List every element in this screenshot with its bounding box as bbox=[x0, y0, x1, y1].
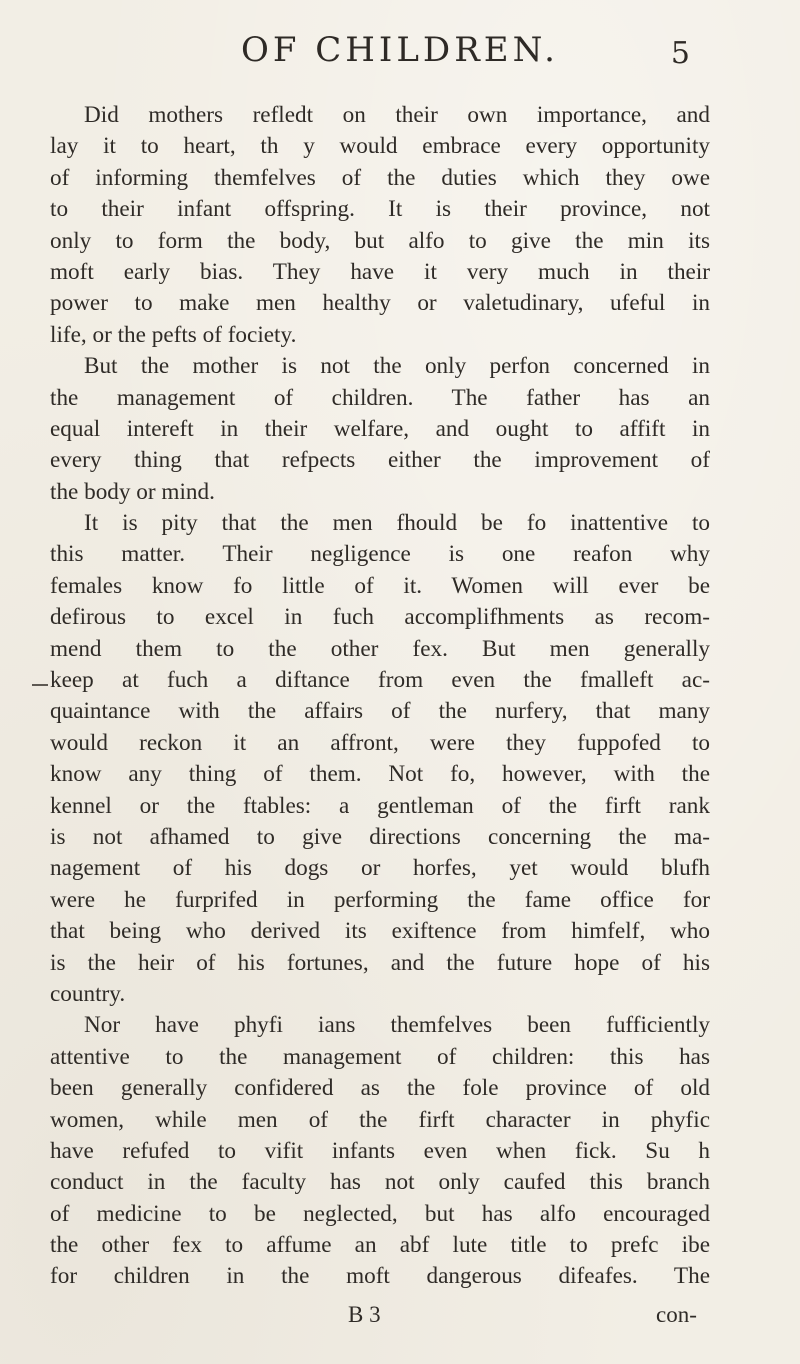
text-line: country. bbox=[50, 980, 126, 1007]
text-line: lay it to heart, th y would embrace every opportunity bbox=[50, 133, 710, 160]
text-line: defirous to excel in fuch accomplifhments as recom- bbox=[50, 604, 710, 631]
page-footer bbox=[0, 1302, 800, 1342]
running-head: OF CHILDREN. bbox=[240, 30, 559, 70]
text-line: conduct in the faculty has not only caufed this branch bbox=[50, 1169, 710, 1196]
text-line: have refufed to vifit infants even when fick. Su h bbox=[50, 1137, 710, 1164]
text-line: of informing themfelves of the duties which they owe bbox=[50, 164, 710, 191]
margin-mark bbox=[32, 684, 48, 686]
text-line: females know fo little of it. Women will ever be bbox=[50, 572, 710, 599]
text-line: mend them to the other fex. But men generally bbox=[50, 635, 710, 662]
catchword: con- bbox=[656, 1302, 697, 1327]
text-line: every thing that refpects either the improvement of bbox=[50, 447, 710, 474]
text-line: But the mother is not the only perfon concerned in bbox=[84, 353, 710, 380]
text-line: moft early bias. They have it very much in their bbox=[50, 258, 710, 285]
text-line: the body or mind. bbox=[50, 478, 215, 505]
text-line: to their infant offspring. It is their province, not bbox=[50, 196, 710, 223]
text-line: that being who derived its exiftence from himfelf, who bbox=[50, 918, 710, 945]
text-line: were he furprifed in performing the fame office for bbox=[50, 886, 710, 913]
text-line: is the heir of his fortunes, and the future hope of his bbox=[50, 949, 710, 976]
text-line: of medicine to be neglected, but has alfo encouraged bbox=[50, 1200, 710, 1227]
text-line: women, while men of the firft character in phyfic bbox=[50, 1106, 710, 1133]
text-line: only to form the body, but alfo to give the min its bbox=[50, 227, 710, 254]
text-line: Nor have phyfi ians themfelves been fufficiently bbox=[84, 1012, 710, 1039]
text-line: nagement of his dogs or horfes, yet would blufh bbox=[50, 855, 710, 882]
page-header bbox=[0, 30, 800, 80]
text-line: life, or the pefts of fociety. bbox=[50, 321, 297, 348]
text-line: this matter. Their negligence is one reafon why bbox=[50, 541, 710, 568]
text-line: Did mothers refledt on their own importance, and bbox=[84, 102, 710, 128]
text-line: keep at fuch a diftance from even the fmalleft ac- bbox=[50, 667, 710, 694]
text-line: equal intereft in their welfare, and ought to affift in bbox=[50, 415, 710, 442]
text-line: for children in the moft dangerous difeafes. The bbox=[50, 1263, 710, 1290]
text-line: It is pity that the men fhould be fo inattentive to bbox=[84, 510, 710, 537]
text-line: power to make men healthy or valetudinary, ufeful in bbox=[50, 290, 710, 317]
text-line: kennel or the ftables: a gentleman of the firft rank bbox=[50, 792, 710, 819]
page-number: 5 bbox=[670, 36, 690, 71]
text-line: would reckon it an affront, were they fuppofed to bbox=[50, 729, 710, 756]
text-line: attentive to the management of children: this has bbox=[50, 1043, 710, 1070]
text-line: the other fex to affume an abf lute title to prefc ibe bbox=[50, 1232, 710, 1259]
signature-mark: B 3 bbox=[348, 1302, 381, 1327]
text-line: been generally confidered as the fole province of old bbox=[50, 1075, 710, 1102]
text-line: is not afhamed to give directions concerning the ma- bbox=[50, 823, 710, 850]
text-line: the management of children. The father has an bbox=[50, 384, 710, 411]
body-text bbox=[50, 100, 710, 1293]
text-line: quaintance with the affairs of the nurfery, that many bbox=[50, 698, 710, 725]
text-line: know any thing of them. Not fo, however, with the bbox=[50, 761, 710, 788]
